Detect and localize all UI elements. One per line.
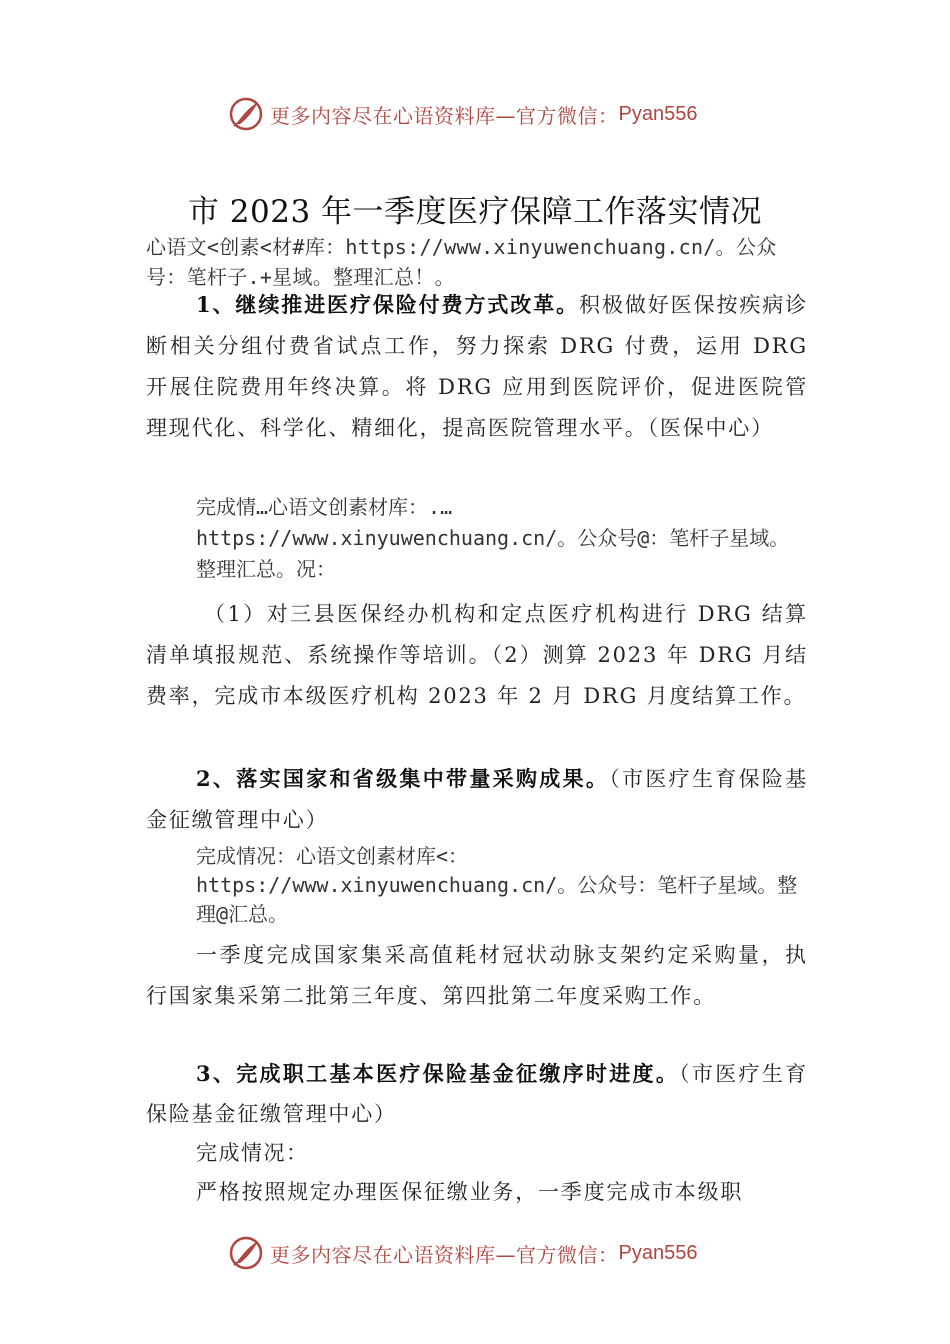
item2-paragraph — [146, 758, 808, 841]
item3-result: 严格按照规定办理医保征缴业务，一季度完成市本级职 — [196, 1180, 744, 1204]
item3-heading: 3、完成职工基本医疗保险基金征缴序时进度。 — [196, 1061, 680, 1086]
item1-status: 完成情…心语文创素材库：.…https://www.xinyuwenchuang.cn/。公众号@：笔杆子星域。整理汇总。况： — [196, 495, 790, 581]
item3-body: （市医疗生育保险基金征缴管理中心） — [146, 1062, 808, 1126]
item3-paragraph — [146, 1054, 808, 1134]
footer-banner — [228, 1233, 697, 1273]
item2-result: 一季度完成国家集采高值耗材冠状动脉支架约定采购量，执行国家集采第二批第三年度、第四批第二年度采购工作。 — [146, 943, 808, 1008]
item1-paragraph — [146, 284, 808, 449]
quill-logo-icon — [228, 96, 264, 132]
item1-heading: 1、继续推进医疗保险付费方式改革。 — [196, 292, 580, 317]
source-note: 心语文<创素<材#库：https://www.xinyuwenchuang.cn/。公众号：笔杆子.+星域。整理汇总！。 — [146, 235, 777, 289]
item2-body: （市医疗生育保险基金征缴管理中心） — [146, 767, 809, 832]
item2-status: 完成情况：心语文创素材库<：https://www.xinyuwenchuang.cn/。公众号：笔杆子星域。整理@汇总。 — [196, 844, 798, 926]
banner-text: 更多内容尽在心语资料库—官方微信： — [270, 1242, 619, 1267]
header-banner — [228, 94, 697, 134]
banner-wechat-id: Pyan556 — [618, 102, 698, 125]
page-title: 市 2023 年一季度医疗保障工作落实情况 — [187, 194, 763, 230]
item3-status: 完成情况： — [196, 1141, 309, 1165]
banner-text: 更多内容尽在心语资料库—官方微信： — [270, 103, 619, 128]
item1-result: （1）对三县医保经办机构和定点医疗机构进行 DRG 结算清单填报规范、系统操作等培训。（2）测算 2023 年 DRG 月结费率，完成市本级医疗机构 2023 年 2 月 DRG 月度结算工作。 — [146, 602, 808, 708]
item1-body: 积极做好医保按疾病诊断相关分组付费省试点工作，努力探索 DRG 付费，运用 DRG 开展住院费用年终决算。将 DRG 应用到医院评价，促进医院管理现代化、科学化、精细化，提高医院管理水平。（医保中心） — [146, 293, 808, 440]
banner-wechat-id: Pyan556 — [618, 1241, 698, 1264]
quill-logo-icon — [228, 1235, 264, 1271]
item2-heading: 2、落实国家和省级集中带量采购成果。 — [196, 766, 610, 791]
